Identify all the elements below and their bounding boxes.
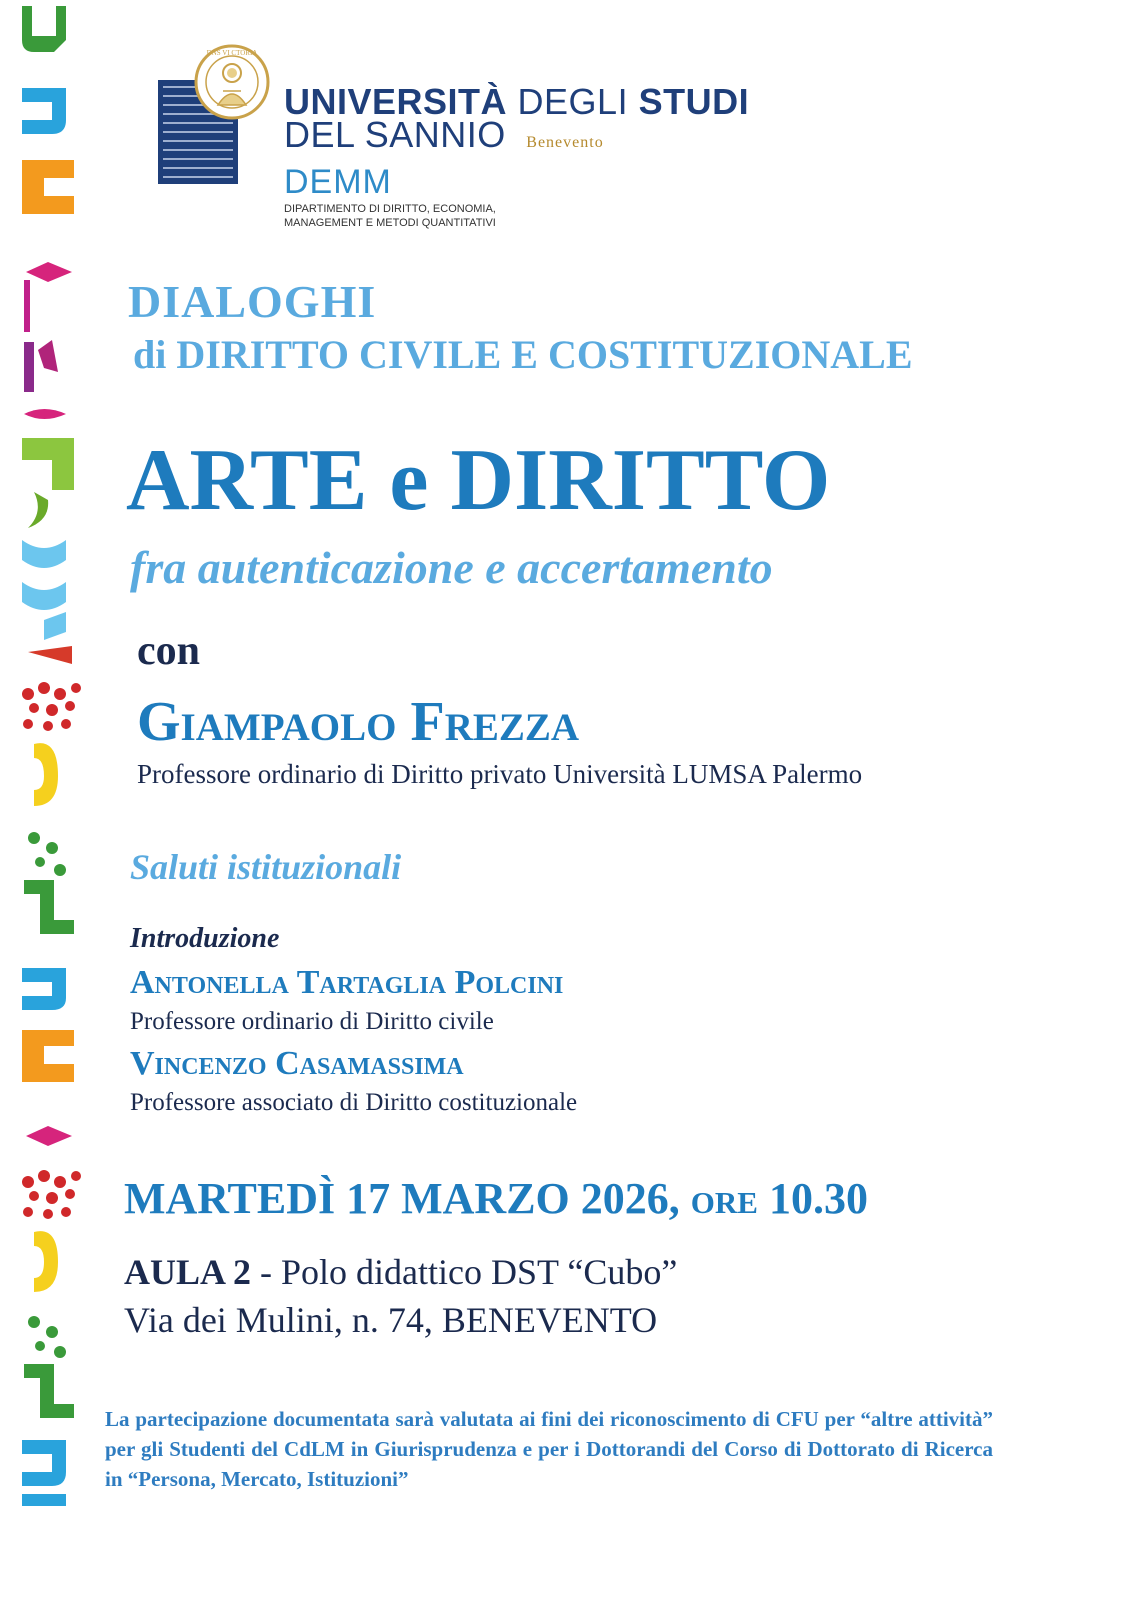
introducer-role: Professore ordinario di Diritto civile (130, 1008, 494, 1035)
introducer-name: Antonella Tartaglia Polcini (130, 964, 564, 1001)
introduction-label: Introduzione (130, 923, 280, 954)
building-name: - Polo didattico DST “Cubo” (251, 1252, 678, 1292)
introducer-name: Vincenzo Casamassima (130, 1045, 464, 1082)
university-name-line1: UNIVERSITÀ DEGLI STUDI (284, 81, 750, 122)
department-name: DIPARTIMENTO DI DIRITTO, ECONOMIA, MANAGEMENT E METODI QUANTITATIVI (284, 203, 496, 229)
event-time: 10.30 (768, 1174, 868, 1223)
venue-room (124, 1250, 677, 1294)
with-label: con (137, 628, 200, 674)
credits-note: La partecipazione documentata sarà valutata ai fini dei riconoscimento di CFU per “altre attività” per gli Studenti del CdLM in Giurisprudenza e per i Dottorandi del Corso di Dottorato di Ricerca in “Persona, Mercato, Istituzioni” (105, 1407, 993, 1491)
university-seal-icon (193, 43, 271, 121)
time-label: ore (690, 1174, 758, 1223)
event-subtitle: fra autenticazione e accertamento (130, 542, 773, 593)
introducer-role: Professore associato di Diritto costituzionale (130, 1089, 578, 1116)
university-name-line2: DEL SANNIO Benevento (284, 114, 604, 155)
venue-address: Via dei Mulini, n. 74, BENEVENTO (124, 1300, 658, 1340)
event-date-time (124, 1173, 868, 1225)
series-subtitle: di DIRITTO CIVILE E COSTITUZIONALE (133, 332, 913, 377)
event-title: ARTE e DIRITTO (126, 432, 831, 529)
svg-text:DNS VI CTORIA: DNS VI CTORIA (206, 49, 258, 57)
university-city: Benevento (526, 134, 604, 151)
series-title: DIALOGHI (128, 276, 377, 327)
department-acronym: DEMM (284, 163, 392, 201)
speaker-name: Giampaolo Frezza (137, 691, 580, 753)
greetings-label: Saluti istituzionali (130, 847, 402, 887)
room-name: AULA 2 (124, 1252, 252, 1292)
speaker-role: Professore ordinario di Diritto privato Università LUMSA Palermo (137, 759, 863, 789)
event-date: MARTEDÌ 17 MARZO 2026, (124, 1174, 680, 1223)
decorative-color-strip (14, 0, 84, 1560)
